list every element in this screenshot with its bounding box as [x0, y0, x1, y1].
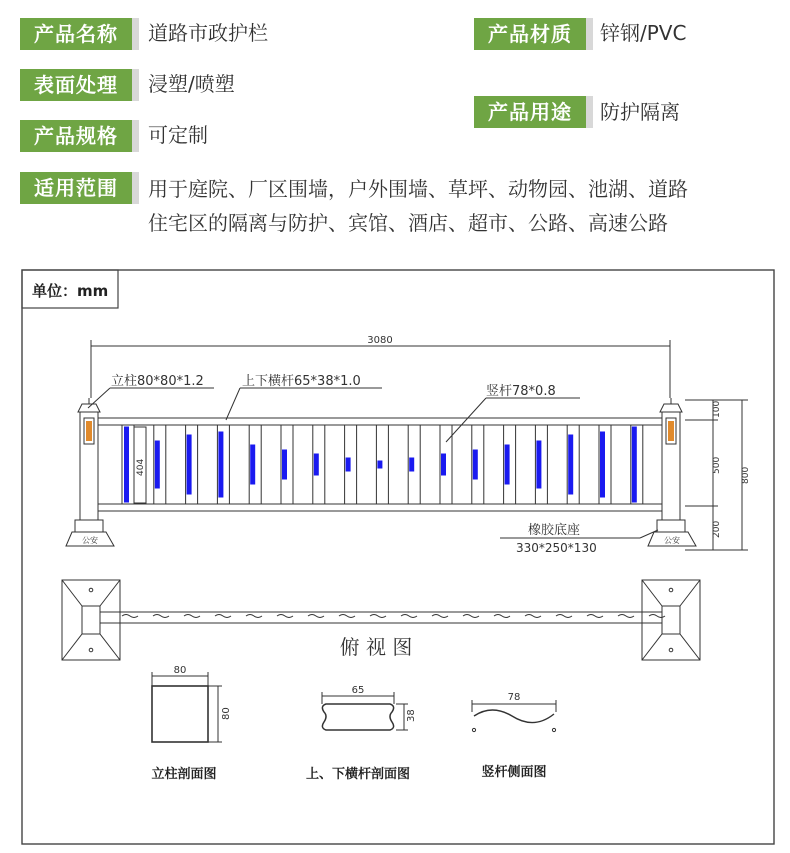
rail-wave-mark: [463, 615, 479, 618]
rail-wave-mark: [401, 615, 417, 618]
purpose-value: 防护隔离: [600, 100, 680, 124]
picket-accent: [409, 458, 414, 472]
rail-wave-mark: [556, 615, 572, 618]
rail-wave-mark: [525, 615, 541, 618]
picket-accent: [124, 427, 129, 503]
picket-accent: [314, 454, 319, 476]
post-section-height: 80: [221, 707, 232, 720]
rail-wave-mark: [339, 615, 355, 618]
rail-wave-mark: [184, 615, 200, 618]
rail-wave-mark: [122, 615, 138, 618]
picket-accent: [377, 461, 382, 469]
scope-line-2: 住宅区的隔离与防护、宾馆、酒店、超市、公路、高速公路: [148, 211, 668, 235]
rail-wave-mark: [587, 615, 603, 618]
name-tag: 产品名称: [20, 18, 139, 50]
base-size: 330*250*130: [516, 541, 597, 555]
rail-wave-mark: [618, 615, 634, 618]
front-view: [66, 340, 748, 550]
dim-top: 100: [712, 400, 722, 418]
rail-section: [322, 692, 408, 730]
post-section: [152, 672, 222, 742]
rail-wave-mark: [494, 615, 510, 618]
bar-spec-label: 竖杆78*0.8: [486, 384, 556, 399]
purpose-tag: 产品用途: [474, 96, 593, 128]
dim-bottom: 200: [712, 520, 722, 538]
post-section-width: 80: [173, 665, 187, 676]
drawing-frame: [22, 270, 774, 844]
surface-tag: 表面处理: [20, 69, 139, 101]
picket-accent: [536, 441, 541, 489]
scope-tag: 适用范围: [20, 172, 139, 204]
rail-wave-mark: [215, 615, 231, 618]
picket-accent: [473, 450, 478, 480]
size-value: 可定制: [148, 123, 208, 147]
post-spec-label: 立柱80*80*1.2: [111, 374, 204, 389]
picket-accent: [568, 435, 573, 495]
picket-accent: [600, 432, 605, 498]
bar-height-dim: 404: [136, 458, 146, 476]
bottom-rail: [98, 504, 662, 511]
rail-wave-mark: [432, 615, 448, 618]
vertical-bars: [122, 425, 643, 504]
picket-accent: [282, 450, 287, 480]
bar-side-width: 78: [507, 692, 521, 703]
size-tag: 产品规格: [20, 120, 139, 152]
top-rail: [98, 418, 662, 425]
rail-section-width: 65: [351, 685, 365, 696]
bar-side-view: [472, 700, 556, 732]
picket-accent: [441, 454, 446, 476]
name-value: 道路市政护栏: [148, 21, 268, 45]
dim-total: 800: [741, 466, 751, 484]
bar-side-caption: 竖杆侧面图: [481, 765, 547, 780]
rail-section-caption: 上、下横杆剖面图: [305, 767, 411, 782]
surface-value: 浸塑/喷塑: [148, 72, 235, 96]
picket-accent: [505, 445, 510, 485]
scope-line-1: 用于庭院、厂区围墙，户外围墙、草坪、动物园、池湖、道路: [148, 177, 688, 201]
unit-label: 单位：mm: [32, 282, 109, 300]
rail-wave-mark: [308, 615, 324, 618]
rail-section-height: 38: [406, 709, 417, 722]
rail-wave-mark: [370, 615, 386, 618]
base-mark-right: 公安: [664, 536, 680, 545]
dim-mid: 500: [712, 456, 722, 474]
rail-wave-mark: [153, 615, 169, 618]
material-value: 锌钢/PVC: [600, 21, 687, 45]
rail-wave-mark: [246, 615, 262, 618]
rail-wave-mark: [277, 615, 293, 618]
material-tag: 产品材质: [474, 18, 593, 50]
picket-accent: [250, 445, 255, 485]
top-view-title: 俯 视 图: [339, 635, 413, 659]
picket-accent: [187, 435, 192, 495]
picket-accent: [155, 441, 160, 489]
total-length-dim: 3080: [367, 335, 393, 346]
rail-spec-label: 上下横杆65*38*1.0: [242, 374, 361, 389]
post-section-caption: 立柱剖面图: [151, 767, 217, 782]
base-mark-left: 公安: [82, 536, 98, 545]
picket-accent: [218, 432, 223, 498]
picket-accent: [632, 427, 637, 503]
picket-accent: [346, 458, 351, 472]
base-label: 橡胶底座: [528, 523, 581, 538]
